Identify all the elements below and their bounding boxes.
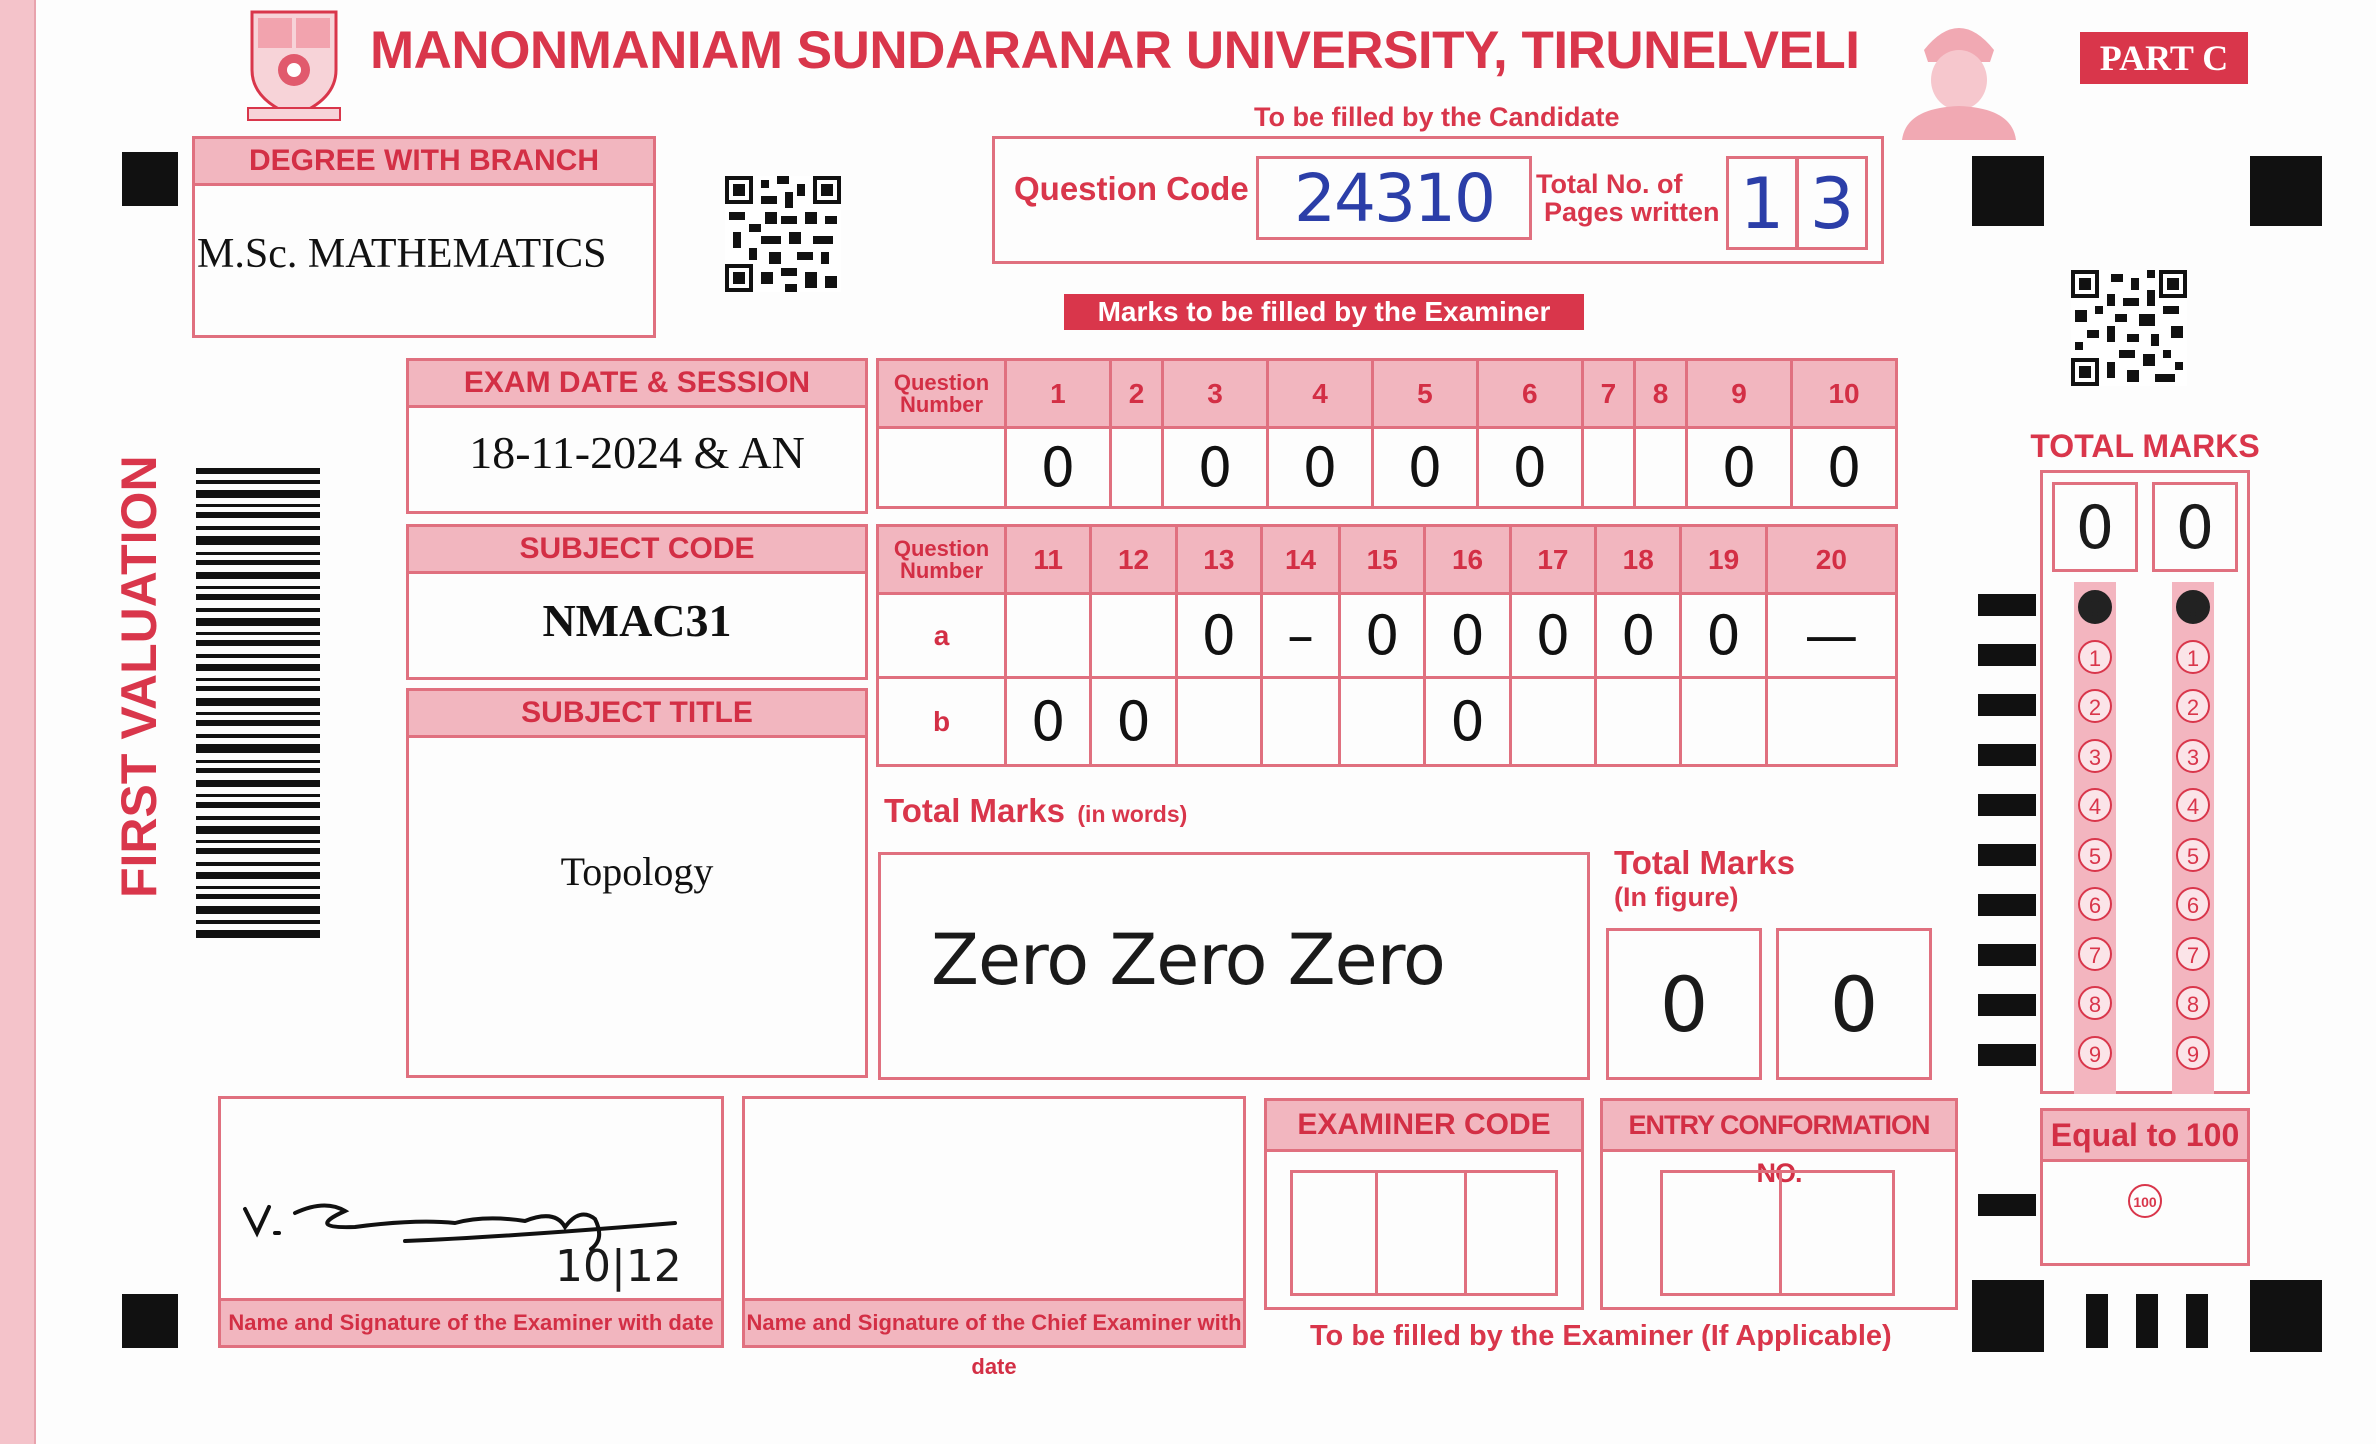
mark-q19b[interactable] (1681, 678, 1766, 766)
registration-mark-bottom-mid (1972, 1280, 2044, 1352)
omr-bubble-col2-digit-9[interactable]: 9 (2176, 1036, 2210, 1070)
timing-bar-2 (2136, 1294, 2158, 1348)
mark-q9[interactable]: 0 (1687, 428, 1792, 508)
omr-bubble-col2-digit-3[interactable]: 3 (2176, 739, 2210, 773)
subject-code-box (406, 524, 868, 680)
total-words-field[interactable] (878, 852, 1590, 1080)
qnum-9: 9 (1687, 360, 1792, 428)
founder-portrait (1894, 10, 2024, 140)
qnum-10: 10 (1792, 360, 1897, 428)
qr-code-right (2070, 270, 2188, 386)
mark-q13b[interactable] (1176, 678, 1261, 766)
qnum-3: 3 (1163, 360, 1268, 428)
registration-mark-bottom-right (2250, 1280, 2322, 1352)
qnum-6: 6 (1477, 360, 1582, 428)
registration-mark-top-left (122, 152, 178, 206)
timing-tick (1978, 594, 2036, 616)
chief-signature-box[interactable] (742, 1096, 1246, 1379)
qnum-7: 7 (1582, 360, 1634, 428)
part-c-badge: PART C (2080, 32, 2248, 84)
omr-bubble-col1-digit-1[interactable]: 1 (2078, 640, 2112, 674)
qnum-header: Question Number (878, 360, 1006, 428)
pages-label-line1: Total No. of (1536, 169, 1683, 199)
mark-q10[interactable]: 0 (1792, 428, 1897, 508)
mark-q15b[interactable] (1340, 678, 1425, 766)
qnum-13: 13 (1176, 526, 1261, 594)
qnum-8: 8 (1634, 360, 1686, 428)
omr-bubble-col1-digit-7[interactable]: 7 (2078, 937, 2112, 971)
qr-code (724, 176, 842, 292)
timing-bar-3 (2186, 1294, 2208, 1348)
qnum-15: 15 (1340, 526, 1425, 594)
timing-tick (1978, 744, 2036, 766)
exam-date-label: EXAM DATE & SESSION (409, 361, 865, 408)
omr-bubble-col2-digit-1[interactable]: 1 (2176, 640, 2210, 674)
entry-conformation-cell-2[interactable] (1779, 1170, 1895, 1296)
omr-bubble-col1-digit-0[interactable]: 0 (2078, 590, 2112, 624)
omr-bubble-col2-digit-4[interactable]: 4 (2176, 788, 2210, 822)
degree-box (192, 136, 656, 338)
footer-note: To be filled by the Examiner (If Applicable) (1310, 1320, 1892, 1352)
subject-title-value: Topology (560, 849, 714, 894)
mark-q20b[interactable] (1766, 678, 1896, 766)
examiner-signature-date: 10|12 (555, 1241, 682, 1292)
omr-digit-2: 0 (2175, 493, 2215, 563)
qnum-4: 4 (1268, 360, 1373, 428)
mark-q17b[interactable] (1510, 678, 1595, 766)
omr-bubble-col1-digit-3[interactable]: 3 (2078, 739, 2112, 773)
qnum-5: 5 (1372, 360, 1477, 428)
omr-bubble-col1-digit-6[interactable]: 6 (2078, 887, 2112, 921)
examiner-code-cell-2[interactable] (1375, 1170, 1467, 1296)
mark-q2[interactable] (1110, 428, 1162, 508)
mark-q14a[interactable]: – (1262, 594, 1340, 678)
registration-mark-top-mid (1972, 156, 2044, 226)
university-logo (244, 8, 344, 124)
pages-label (1536, 170, 1720, 226)
omr-bubble-col1-digit-5[interactable]: 5 (2078, 838, 2112, 872)
question-code-value: 24310 (1294, 160, 1494, 237)
row-b-label: b (878, 678, 1006, 766)
timing-tick (1978, 844, 2036, 866)
marks-row-label (878, 428, 1006, 508)
pages-label-line2: Pages written (1544, 197, 1720, 227)
omr-digit-1-field[interactable] (2052, 482, 2138, 572)
left-margin-strip (0, 0, 36, 1444)
qnum-2: 2 (1110, 360, 1162, 428)
mark-q17a[interactable]: 0 (1510, 594, 1595, 678)
timing-bar-1 (2086, 1294, 2108, 1348)
subject-code-label: SUBJECT CODE (409, 527, 865, 574)
examiner-signature-box (218, 1096, 724, 1348)
question-code-field[interactable] (1256, 156, 1532, 240)
qnum-12: 12 (1091, 526, 1176, 594)
omr-bubble-col1-digit-9[interactable]: 9 (2078, 1036, 2112, 1070)
mark-q16b[interactable]: 0 (1425, 678, 1510, 766)
entry-conformation-label: ENTRY CONFORMATION NO. (1603, 1101, 1955, 1152)
equal-100-bubble[interactable]: 100 (2128, 1184, 2162, 1218)
mark-q15a[interactable]: 0 (1340, 594, 1425, 678)
pages-digit-2-field[interactable] (1796, 156, 1868, 250)
candidate-note: To be filled by the Candidate (1254, 102, 1620, 132)
degree-label: DEGREE WITH BRANCH (195, 139, 653, 186)
total-figure-digit-1-field[interactable] (1606, 928, 1762, 1080)
omr-bubble-col1-digit-2[interactable]: 2 (2078, 689, 2112, 723)
exam-date-value: 18-11-2024 & AN (469, 427, 805, 478)
total-figure-digit-2-field[interactable] (1776, 928, 1932, 1080)
mark-q12a[interactable] (1091, 594, 1176, 678)
mark-q4[interactable]: 0 (1268, 428, 1373, 508)
timing-tick (1978, 1194, 2036, 1216)
timing-tick (1978, 1044, 2036, 1066)
equal-100-box (2040, 1108, 2250, 1266)
degree-value: M.Sc. MATHEMATICS (197, 231, 607, 277)
equal-100-label: Equal to 100 (2043, 1111, 2247, 1162)
subject-code-value: NMAC31 (542, 595, 732, 646)
subject-title-label: SUBJECT TITLE (409, 691, 865, 738)
omr-bubble-col2-digit-7[interactable]: 7 (2176, 937, 2210, 971)
mark-q1[interactable]: 0 (1006, 428, 1111, 508)
mark-q11a[interactable] (1006, 594, 1091, 678)
mark-q14b[interactable] (1262, 678, 1340, 766)
examiner-code-cell-3[interactable] (1464, 1170, 1558, 1296)
marks-grid-q1-10 (876, 358, 1898, 509)
omr-total-label: TOTAL MARKS (2030, 428, 2260, 464)
examiner-signature-caption: Name and Signature of the Examiner with date (221, 1298, 721, 1345)
pages-digit-1: 1 (1739, 163, 1785, 245)
total-words-label (884, 792, 1187, 830)
exam-date-box (406, 358, 868, 514)
examiner-banner: Marks to be filled by the Examiner (1064, 294, 1584, 330)
mark-q20a[interactable]: — (1766, 594, 1896, 678)
total-words-title: Total Marks (884, 792, 1065, 829)
omr-bubble-col2-digit-6[interactable]: 6 (2176, 887, 2210, 921)
marks-grid-q11-20 (876, 524, 1898, 767)
omr-bubble-col2-digit-2[interactable]: 2 (2176, 689, 2210, 723)
total-figure-sub: (In figure) (1614, 882, 1739, 912)
mark-q5[interactable]: 0 (1372, 428, 1477, 508)
qnum-17: 17 (1510, 526, 1595, 594)
qnum-header-2: Question Number (878, 526, 1006, 594)
examiner-code-label: EXAMINER CODE (1267, 1101, 1581, 1152)
timing-tick (1978, 994, 2036, 1016)
total-figure-digit-1: 0 (1659, 960, 1709, 1049)
registration-mark-top-right (2250, 156, 2322, 226)
omr-bubble-col2-digit-5[interactable]: 5 (2176, 838, 2210, 872)
mark-q6[interactable]: 0 (1477, 428, 1582, 508)
qnum-16: 16 (1425, 526, 1510, 594)
row-a-label: a (878, 594, 1006, 678)
pages-digit-2: 3 (1809, 163, 1855, 245)
chief-signature-caption: Name and Signature of the Chief Examiner with date (745, 1298, 1243, 1345)
pages-digit-1-field[interactable] (1726, 156, 1798, 250)
mark-q18a[interactable]: 0 (1596, 594, 1681, 678)
first-valuation-label: FIRST VALUATION (111, 455, 167, 898)
mark-q11b[interactable]: 0 (1006, 678, 1091, 766)
mark-q3[interactable]: 0 (1163, 428, 1268, 508)
qnum-1: 1 (1006, 360, 1111, 428)
total-words-value: Zero Zero Zero (931, 919, 1445, 1001)
registration-mark-bottom-left (122, 1294, 178, 1348)
mark-q18b[interactable] (1596, 678, 1681, 766)
timing-tick (1978, 794, 2036, 816)
timing-tick (1978, 694, 2036, 716)
subject-title-box (406, 688, 868, 1078)
total-figure-title: Total Marks (1614, 844, 1795, 881)
omr-bubble-col2-digit-0[interactable]: 0 (2176, 590, 2210, 624)
mark-q8[interactable] (1634, 428, 1686, 508)
qnum-14: 14 (1262, 526, 1340, 594)
qnum-20: 20 (1766, 526, 1896, 594)
qnum-11: 11 (1006, 526, 1091, 594)
mark-q19a[interactable]: 0 (1681, 594, 1766, 678)
university-title: MANONMANIAM SUNDARANAR UNIVERSITY, TIRUNELVELI (370, 21, 1860, 80)
omr-digit-1: 0 (2075, 493, 2115, 563)
mark-q13a[interactable]: 0 (1176, 594, 1261, 678)
question-code-label: Question Code (1014, 170, 1249, 207)
timing-tick (1978, 644, 2036, 666)
timing-tick (1978, 944, 2036, 966)
omr-bubble-col2-digit-8[interactable]: 8 (2176, 986, 2210, 1020)
mark-q12b[interactable]: 0 (1091, 678, 1176, 766)
entry-conformation-cell-1[interactable] (1660, 1170, 1782, 1296)
barcode (196, 468, 320, 938)
total-figure-digit-2: 0 (1829, 960, 1879, 1049)
omr-bubble-col1-digit-4[interactable]: 4 (2078, 788, 2112, 822)
omr-digit-2-field[interactable] (2152, 482, 2238, 572)
omr-bubble-col1-digit-8[interactable]: 8 (2078, 986, 2112, 1020)
mark-q16a[interactable]: 0 (1425, 594, 1510, 678)
total-figure-label (1614, 844, 1795, 913)
mark-q7[interactable] (1582, 428, 1634, 508)
qnum-19: 19 (1681, 526, 1766, 594)
total-words-sub: (in words) (1077, 801, 1188, 827)
examiner-code-cell-1[interactable] (1290, 1170, 1378, 1296)
qnum-18: 18 (1596, 526, 1681, 594)
timing-tick (1978, 894, 2036, 916)
